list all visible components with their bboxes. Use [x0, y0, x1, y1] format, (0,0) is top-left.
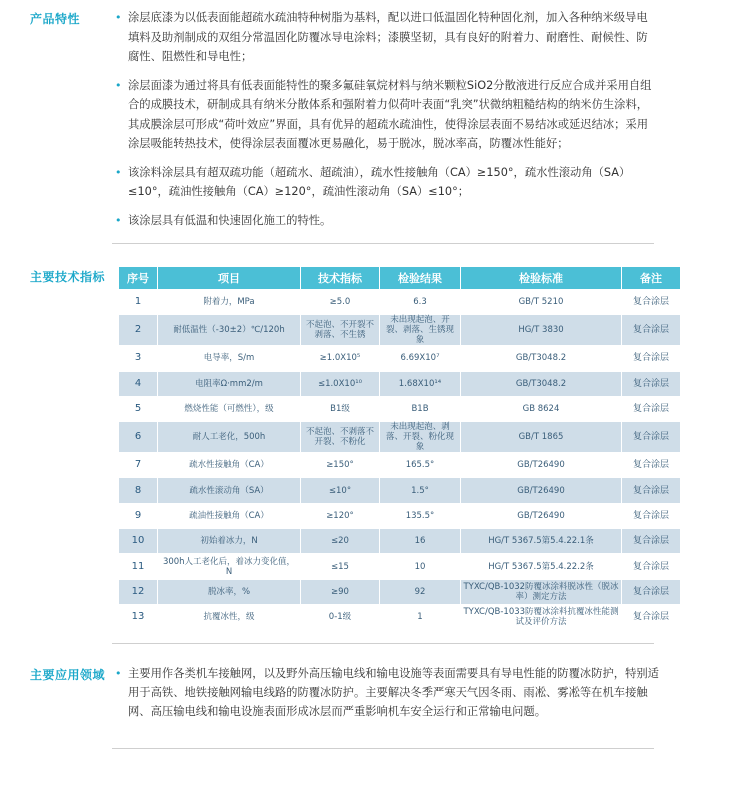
cell-no: 9: [119, 504, 157, 528]
table-row: [119, 315, 680, 345]
cell-standard: GB/T 5210: [461, 290, 621, 314]
header-index: 技术指标: [301, 267, 379, 289]
cell-result: B1B: [380, 397, 460, 421]
cell-index: ≥1.0X10⁵: [301, 346, 379, 370]
feature-item-2: • 涂层面漆为通过将具有低表面能特性的聚多氟硅氧烷材料与纳米颗粒SiO2分散液进行反应合成并采用自组合的成膜技术，研制成具有纳米分散体系和强附着力似荷叶表面“乳突”状微纳粗糙结构的纳米仿生涂料，其成膜涂层可形成“荷叶效应”界面，具有优异的超疏水疏油性，使得涂层表面不易结冰或延迟结冰；采用涂层吸能转热技术，使得涂层表面覆冰更易融化，易于脱冰，脱冰率高，防覆冰性能好；: [115, 76, 655, 154]
cell-item: 初始着冰力，N: [158, 529, 300, 553]
cell-standard: GB/T 1865: [461, 422, 621, 452]
cell-standard: GB 8624: [461, 397, 621, 421]
header-standard: 检验标准: [461, 267, 621, 289]
cell-result: 92: [380, 580, 460, 604]
table-row: [119, 504, 680, 528]
cell-standard: GB/T26490: [461, 453, 621, 477]
cell-standard: TYXC/QB-1032防覆冰涂料脱冰性（脱冰率）测定方法: [461, 580, 621, 604]
cell-note: 复合涂层: [622, 422, 680, 452]
cell-result: 135.5°: [380, 504, 460, 528]
cell-index: ≤10°: [301, 478, 379, 502]
cell-result: 1: [380, 605, 460, 629]
cell-standard: GB/T3048.2: [461, 372, 621, 396]
cell-item: 耐低温性（-30±2）℃/120h: [158, 315, 300, 345]
cell-item: 附着力，MPa: [158, 290, 300, 314]
table-header-row: [119, 267, 680, 289]
cell-result: 10: [380, 554, 460, 578]
cell-note: 复合涂层: [622, 372, 680, 396]
applications-title: 主要应用领域: [30, 668, 106, 682]
cell-note: 复合涂层: [622, 478, 680, 502]
cell-note: 复合涂层: [622, 290, 680, 314]
divider-2: [112, 643, 654, 644]
cell-note: 复合涂层: [622, 554, 680, 578]
divider-3: [112, 748, 654, 749]
cell-result: 1.68X10¹⁴: [380, 372, 460, 396]
cell-item: 耐人工老化，500h: [158, 422, 300, 452]
cell-result: 未出现起泡、开裂、剥落、生锈现象: [380, 315, 460, 345]
cell-no: 4: [119, 372, 157, 396]
cell-index: ≤1.0X10¹⁰: [301, 372, 379, 396]
table-row: [119, 397, 680, 421]
cell-result: 1.5°: [380, 478, 460, 502]
cell-index: ≥150°: [301, 453, 379, 477]
cell-item: 疏水性滚动角（SA）: [158, 478, 300, 502]
cell-standard: TYXC/QB-1033防覆冰涂料抗覆冰性能测试及评价方法: [461, 605, 621, 629]
cell-no: 10: [119, 529, 157, 553]
cell-note: 复合涂层: [622, 529, 680, 553]
table-row: [119, 290, 680, 314]
applications-text-block: [115, 664, 663, 721]
table-row: [119, 478, 680, 502]
cell-note: 复合涂层: [622, 453, 680, 477]
cell-item: 燃烧性能（可燃性），级: [158, 397, 300, 421]
feature-item-1: • 涂层底漆为以低表面能超疏水疏油特种树脂为基料，配以进口低温固化特种固化剂，加入各种纳米级导电填料及助剂制成的双组分常温固化防覆冰导电涂料；漆膜坚韧，具有良好的附着力、耐磨性、耐候性、防腐性、阻燃性和导电性；: [115, 8, 655, 67]
bullet-icon: •: [115, 213, 122, 227]
table-row: [119, 346, 680, 370]
cell-standard: GB/T26490: [461, 504, 621, 528]
cell-no: 6: [119, 422, 157, 452]
bullet-icon: •: [115, 165, 122, 179]
feature-item-3: • 该涂料涂层具有超双疏功能（超疏水、超疏油），疏水性接触角（CA）≥150°，疏水性滚动角（SA）≤10°，疏油性接触角（CA）≥120°，疏油性滚动角（SA）≤10°；: [115, 163, 655, 202]
divider-1: [112, 243, 654, 244]
cell-item: 300h人工老化后，着冰力变化值，N: [158, 554, 300, 578]
cell-note: 复合涂层: [622, 580, 680, 604]
cell-item: 电阻率Ω·mm2/m: [158, 372, 300, 396]
features-title: 产品特性: [30, 12, 81, 26]
feature-item-4: • 该涂层具有低温和快速固化施工的特性。: [115, 211, 655, 231]
cell-note: 复合涂层: [622, 397, 680, 421]
table-row: [119, 554, 680, 578]
cell-index: ≥5.0: [301, 290, 379, 314]
cell-item: 脱冰率，%: [158, 580, 300, 604]
cell-note: 复合涂层: [622, 315, 680, 345]
cell-index: ≥90: [301, 580, 379, 604]
table-row: [119, 580, 680, 604]
cell-no: 8: [119, 478, 157, 502]
bullet-icon: •: [115, 667, 122, 680]
cell-standard: GB/T3048.2: [461, 346, 621, 370]
header-no: 序号: [119, 267, 157, 289]
spec-table: [118, 266, 681, 630]
cell-index: B1级: [301, 397, 379, 421]
header-result: 检验结果: [380, 267, 460, 289]
specs-title: 主要技术指标: [30, 270, 106, 284]
header-item: 项目: [158, 267, 300, 289]
cell-standard: HG/T 3830: [461, 315, 621, 345]
bullet-icon: •: [115, 11, 122, 24]
cell-item: 抗覆冰性，级: [158, 605, 300, 629]
cell-result: 16: [380, 529, 460, 553]
cell-note: 复合涂层: [622, 346, 680, 370]
cell-index: ≥120°: [301, 504, 379, 528]
cell-note: 复合涂层: [622, 605, 680, 629]
cell-result: 6.69X10⁷: [380, 346, 460, 370]
cell-item: 疏水性接触角（CA）: [158, 453, 300, 477]
cell-no: 1: [119, 290, 157, 314]
cell-index: 不起泡、不开裂不剥落、不生锈: [301, 315, 379, 345]
table-row: [119, 372, 680, 396]
cell-result: 6.3: [380, 290, 460, 314]
cell-standard: HG/T 5367.5第5.4.22.2条: [461, 554, 621, 578]
cell-index: ≤15: [301, 554, 379, 578]
cell-item: 疏油性接触角（CA）: [158, 504, 300, 528]
cell-no: 13: [119, 605, 157, 629]
cell-standard: GB/T26490: [461, 478, 621, 502]
cell-no: 11: [119, 554, 157, 578]
table-row: [119, 605, 680, 629]
cell-standard: HG/T 5367.5第5.4.22.1条: [461, 529, 621, 553]
cell-no: 12: [119, 580, 157, 604]
header-note: 备注: [622, 267, 680, 289]
cell-index: 不起泡、不剥落不开裂、不粉化: [301, 422, 379, 452]
cell-no: 5: [119, 397, 157, 421]
features-list: [115, 8, 655, 230]
cell-index: ≤20: [301, 529, 379, 553]
cell-no: 2: [119, 315, 157, 345]
application-item: • 主要用作各类机车接触网，以及野外高压输电线和输电设施等表面需要具有导电性能的防覆冰防护，特别适用于高铁、地铁接触网输电线路的防覆冰防护。主要解决冬季严寒天气因冬雨、雨凇、雾凇等在机车接触网、高压输电线和输电设施表面形成冰层而严重影响机车安全运行和正常输电问题。: [115, 664, 663, 721]
bullet-icon: •: [115, 78, 122, 92]
cell-item: 电导率，S/m: [158, 346, 300, 370]
table-row: [119, 529, 680, 553]
cell-no: 7: [119, 453, 157, 477]
cell-result: 165.5°: [380, 453, 460, 477]
table-row: [119, 453, 680, 477]
table-row: [119, 422, 680, 452]
cell-index: 0-1级: [301, 605, 379, 629]
cell-note: 复合涂层: [622, 504, 680, 528]
cell-result: 未出现起泡、剥落、开裂、粉化现象: [380, 422, 460, 452]
cell-no: 3: [119, 346, 157, 370]
